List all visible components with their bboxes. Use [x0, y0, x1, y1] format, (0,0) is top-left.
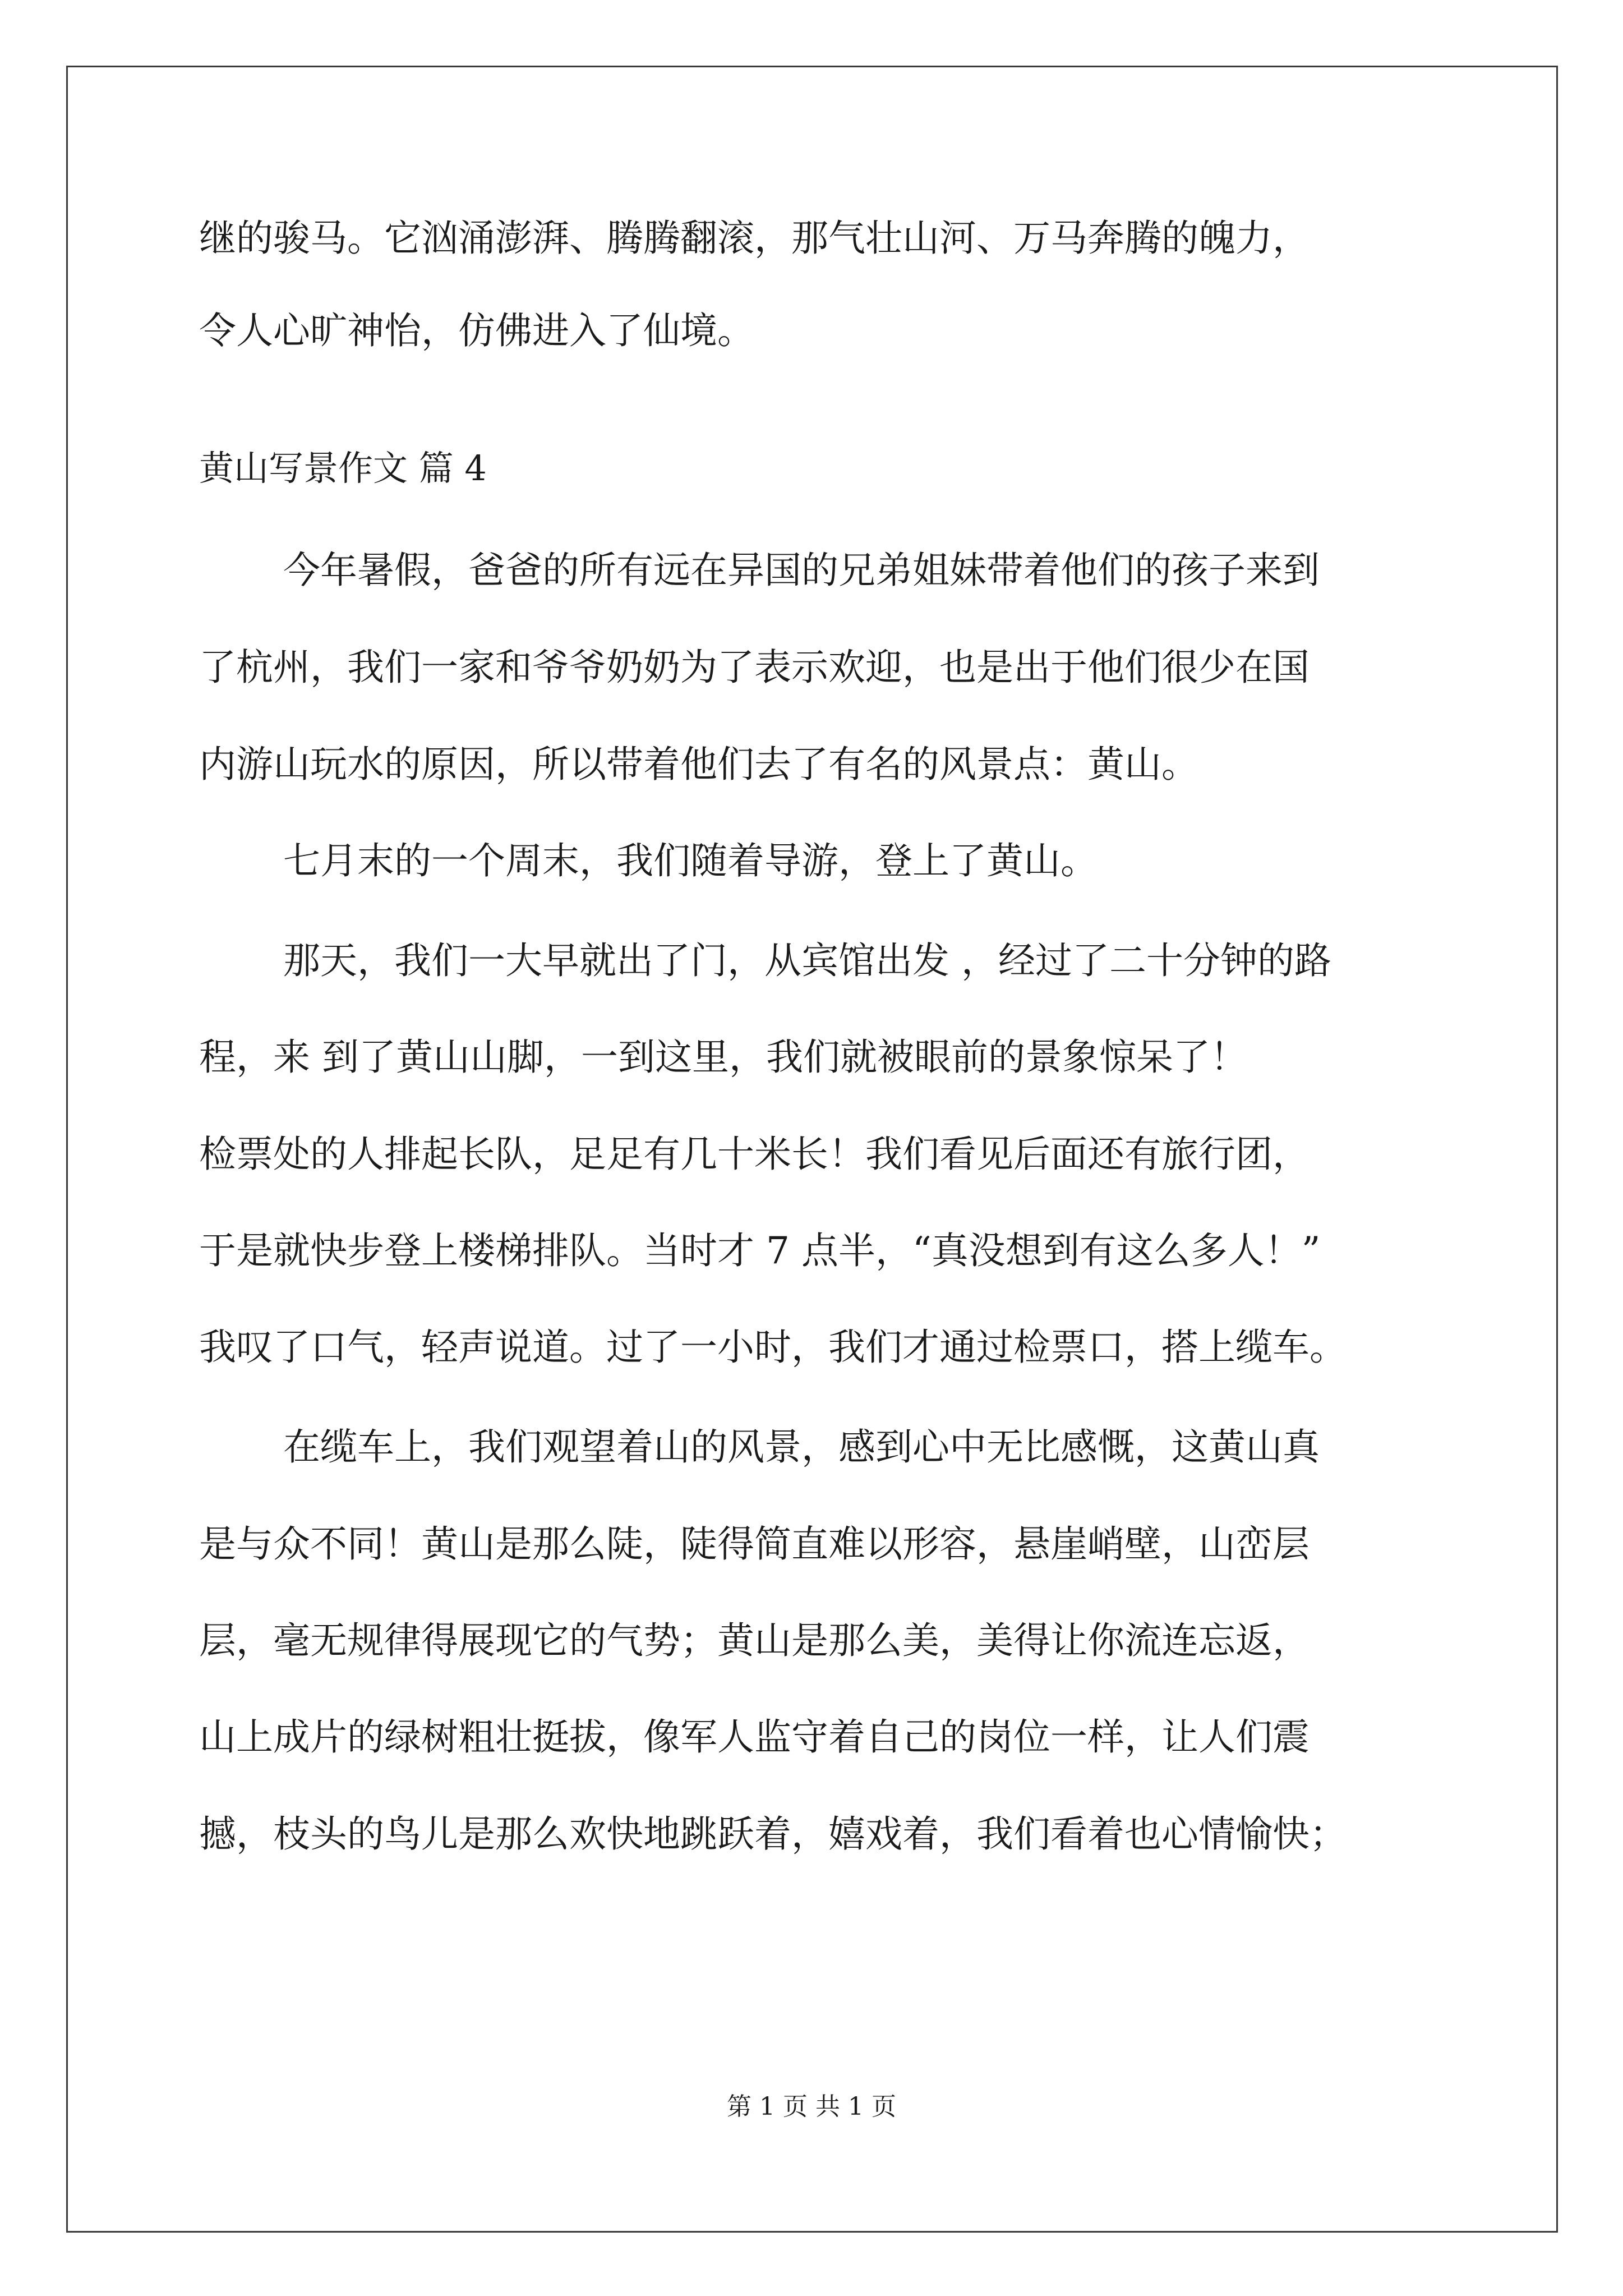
text-line: 撼，枝头的鸟儿是那么欢快地跳跃着，嬉戏着，我们看着也心情愉快；	[199, 1812, 1347, 1856]
paragraph-line: 那天，我们一大早就出了门，从宾馆出发 ，经过了二十分钟的路	[283, 939, 1331, 982]
text-line: 检票处的人排起长队，足足有几十米长！我们看见后面还有旅行团，	[199, 1133, 1310, 1176]
text-line: 层，毫无规律得展现它的气势；黄山是那么美，美得让你流连忘返，	[199, 1619, 1310, 1662]
page-number-footer: 第 1 页 共 1 页	[727, 2092, 896, 2121]
text-line: 是与众不同！黄山是那么陡，陡得简直难以形容，悬崖峭壁，山峦层	[199, 1522, 1310, 1566]
paragraph-line: 在缆车上，我们观望着山的风景，感到心中无比感慨，这黄山真	[283, 1425, 1320, 1469]
text-line: 内游山玩水的原因，所以带着他们去了有名的风景点：黄山。	[199, 743, 1198, 786]
text-line: 山上成片的绿树粗壮挺拔，像军人监守着自己的岗位一样，让人们震	[199, 1715, 1310, 1759]
paragraph-line: 今年暑假，爸爸的所有远在异国的兄弟姐妹带着他们的孩子来到	[283, 549, 1320, 592]
text-line: 程，来 到了黄山山脚，一到这里，我们就被眼前的景象惊呆了！	[199, 1036, 1247, 1079]
text-line: 令人心旷神怡，仿佛进入了仙境。	[199, 309, 754, 352]
paragraph-line: 七月末的一个周末，我们随着导游，登上了黄山。	[283, 839, 1098, 882]
text-line: 继的骏马。它汹涌澎湃、腾腾翻滚，那气壮山河、万马奔腾的魄力，	[199, 217, 1310, 260]
text-line: 了杭州，我们一家和爷爷奶奶为了表示欢迎，也是出于他们很少在国	[199, 646, 1310, 689]
section-heading: 黄山写景作文 篇 4	[199, 448, 487, 489]
text-line: 我叹了口气，轻声说道。过了一小时，我们才通过检票口，搭上缆车。	[199, 1326, 1347, 1369]
text-line: 于是就快步登上楼梯排队。当时才 7 点半，“真没想到有这么多人！”	[199, 1229, 1321, 1272]
